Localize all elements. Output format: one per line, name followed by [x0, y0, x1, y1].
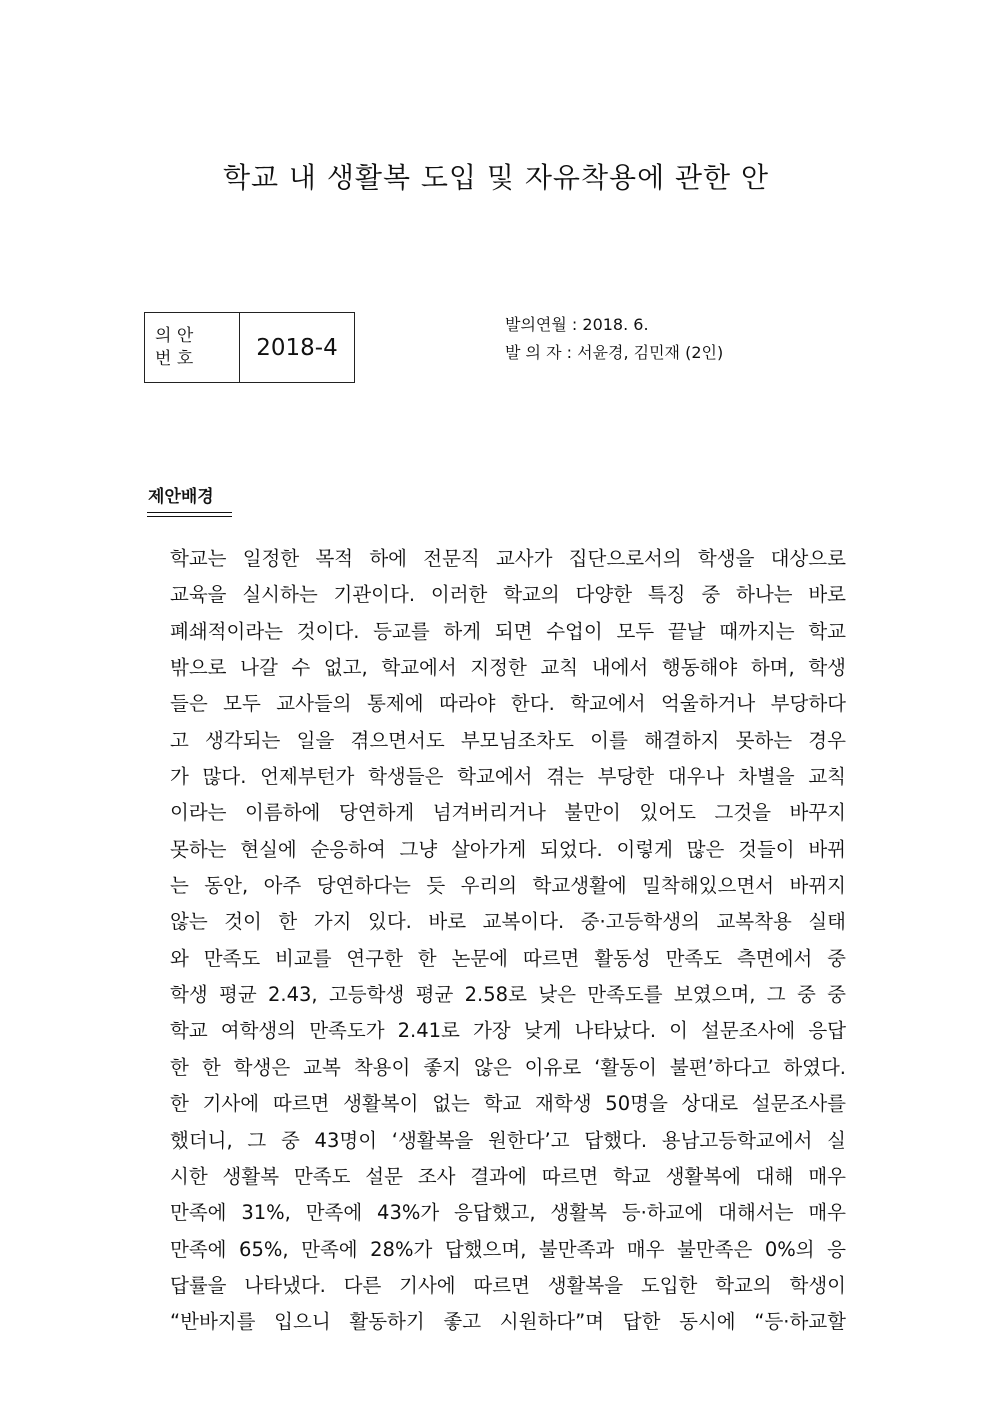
body-line: “반바지를 입으니 활동하기 좋고 시원하다”며 답한 동시에 “등·하교할 — [170, 1310, 846, 1334]
body-line: 학교 여학생의 만족도가 2.41로 가장 낮게 나타났다. 이 설문조사에 응답 — [170, 1019, 846, 1043]
bill-label-line-2: 번 호 — [155, 348, 194, 369]
bill-label-line-1: 의 안 — [155, 325, 194, 346]
body-line: 교육을 실시하는 기관이다. 이러한 학교의 다양한 특징 중 하나는 바로 — [170, 583, 846, 607]
body-line: 한 한 학생은 교복 착용이 좋지 않은 이유로 ‘활동이 불편’하다고 하였다. — [170, 1055, 846, 1079]
body-line: 만족에 65%, 만족에 28%가 답했으며, 불만족과 매우 불만족은 0%의 응 — [170, 1237, 846, 1261]
body-paragraph — [170, 541, 846, 1341]
document-title: 학교 내 생활복 도입 및 자유착용에 관한 안 — [222, 161, 770, 194]
body-line: 는 동안, 아주 당연하다는 듯 우리의 학교생활에 밀착해있으면서 바뀌지 — [170, 874, 846, 898]
body-line: 시한 생활복 만족도 설문 조사 결과에 따르면 학교 생활복에 대해 매우 — [170, 1164, 846, 1188]
body-line: 못하는 현실에 순응하여 그냥 살아가게 되었다. 이렇게 많은 것들이 바뀌 — [170, 837, 846, 861]
body-line: 학교는 일정한 목적 하에 전문직 교사가 집단으로서의 학생을 대상으로 — [170, 547, 846, 570]
bill-number-label — [145, 313, 240, 382]
proposers: 발 의 자 : 서윤경, 김민재 (2인) — [505, 343, 724, 362]
body-line: 않는 것이 한 가지 있다. 바로 교복이다. 중·고등학생의 교복착용 실태 — [170, 910, 846, 934]
bill-number-value: 2018-4 — [256, 334, 338, 361]
body-line: 들은 모두 교사들의 통제에 따라야 한다. 학교에서 억울하거나 부당하다 — [170, 692, 846, 716]
body-line: 가 많다. 언제부턴가 학생들은 학교에서 겪는 부당한 대우나 차별을 교칙 — [170, 765, 846, 789]
body-line: 학생 평균 2.43, 고등학생 평균 2.58로 낮은 만족도를 보였으며, 그 중 중 — [170, 983, 846, 1007]
body-line: 와 만족도 비교를 연구한 한 논문에 따르면 활동성 만족도 측면에서 중 — [170, 946, 846, 970]
body-line: 이라는 이름하에 당연하게 넘겨버리거나 불만이 있어도 그것을 바꾸지 — [170, 801, 846, 825]
section-heading-underline — [147, 512, 232, 517]
proposal-date: 발의연월 : 2018. 6. — [505, 315, 649, 334]
body-line: 밖으로 나갈 수 없고, 학교에서 지정한 교칙 내에서 행동해야 하며, 학생 — [170, 656, 846, 680]
body-line: 폐쇄적이라는 것이다. 등교를 하게 되면 수업이 모두 끝날 때까지는 학교 — [170, 619, 846, 643]
bill-number-box — [144, 312, 355, 383]
body-line: 고 생각되는 일을 겪으면서도 부모님조차도 이를 해결하지 못하는 경우 — [170, 728, 846, 752]
section-heading: 제안배경 — [148, 487, 214, 507]
proposal-meta — [505, 311, 723, 367]
body-line: 답률을 나타냈다. 다른 기사에 따르면 생활복을 도입한 학교의 학생이 — [170, 1273, 846, 1297]
body-line: 만족에 31%, 만족에 43%가 응답했고, 생활복 등·하교에 대해서는 매우 — [170, 1201, 846, 1225]
body-line: 한 기사에 따르면 생활복이 없는 학교 재학생 50명을 상대로 설문조사를 — [170, 1092, 846, 1116]
body-line: 했더니, 그 중 43명이 ‘생활복을 원한다’고 답했다. 용남고등학교에서 실 — [170, 1128, 846, 1152]
